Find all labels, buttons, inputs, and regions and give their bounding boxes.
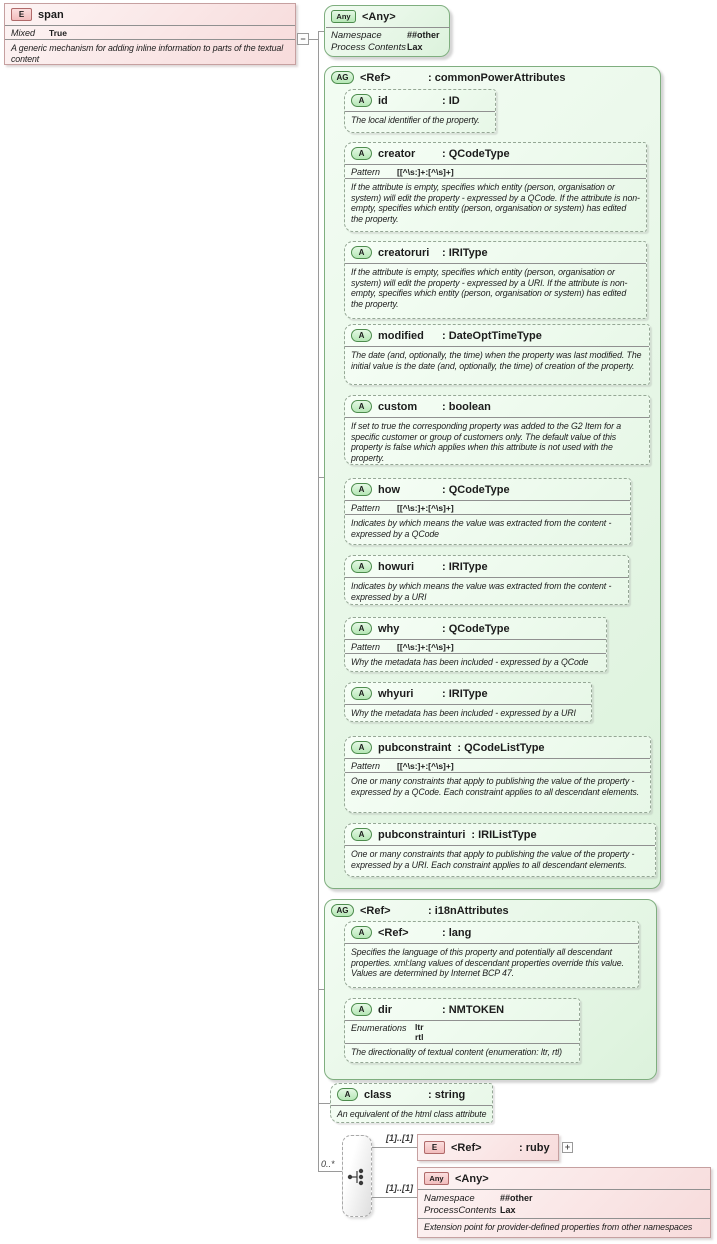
element-span-box[interactable] xyxy=(4,3,296,65)
attribute-badge: A xyxy=(351,622,372,635)
namespace-row xyxy=(325,29,449,41)
process-contents-value: Lax xyxy=(500,1205,516,1215)
attribute-type: : IRIType xyxy=(442,560,488,573)
pattern-row xyxy=(345,501,630,515)
attribute-type: : NMTOKEN xyxy=(442,1003,505,1016)
attribute-type: : QCodeListType xyxy=(457,741,545,754)
any-header xyxy=(418,1168,710,1190)
enumeration-value: ltr xyxy=(415,1022,424,1032)
attribute-group-badge: AG xyxy=(331,904,354,917)
any-title: <Any> xyxy=(455,1172,489,1185)
namespace-value: ##other xyxy=(407,30,440,40)
attribute-description: Indicates by which means the value was extracted from the content - expressed by a QCode xyxy=(351,518,612,539)
attribute-type: : QCodeType xyxy=(442,622,510,635)
attribute-description: Why the metadata has been included - expressed by a QCode xyxy=(351,657,589,667)
attribute-name: pubconstrainturi xyxy=(378,828,466,841)
attribute-type: : QCodeType xyxy=(442,483,510,496)
attribute-type: : IRIType xyxy=(442,246,488,259)
attribute-name: howuri xyxy=(378,560,415,573)
attribute-name: class xyxy=(364,1088,392,1101)
pattern-label: Pattern xyxy=(351,641,381,652)
any-title: <Any> xyxy=(362,10,396,23)
pattern-label: Pattern xyxy=(351,166,381,177)
attribute-id-box[interactable] xyxy=(344,89,496,133)
connector-line xyxy=(372,1197,417,1198)
namespace-value: ##other xyxy=(500,1193,533,1203)
group-ref: <Ref> xyxy=(360,904,391,917)
attribute-badge: A xyxy=(351,741,372,754)
attribute-type: : ID xyxy=(442,94,460,107)
attribute-description: The local identifier of the property. xyxy=(351,115,480,125)
pattern-row xyxy=(345,640,606,654)
attribute-badge: A xyxy=(351,94,372,107)
pattern-value: [[^\s:]+:[^\s]+] xyxy=(397,641,454,652)
attribute-badge: A xyxy=(351,483,372,496)
any-description: Extension point for provider-defined properties from other namespaces xyxy=(424,1222,693,1232)
attribute-badge: A xyxy=(351,400,372,413)
element-type: : ruby xyxy=(519,1141,550,1154)
attribute-name: why xyxy=(378,622,400,635)
mixed-row xyxy=(5,26,295,40)
attribute-pubconstraint-box[interactable] xyxy=(344,736,651,813)
attribute-name: pubconstraint xyxy=(378,741,452,754)
process-contents-row xyxy=(418,1204,710,1216)
attribute-type: : boolean xyxy=(442,400,491,413)
mixed-label: Mixed xyxy=(11,27,36,38)
cardinality-label: [1]..[1] xyxy=(386,1133,413,1143)
pattern-value: [[^\s:]+:[^\s]+] xyxy=(397,166,454,177)
attribute-dir-box[interactable] xyxy=(344,998,580,1063)
attribute-modified-box[interactable] xyxy=(344,324,650,385)
enumeration-value: rtl xyxy=(415,1031,424,1042)
attribute-name: whyuri xyxy=(378,687,414,700)
attribute-badge: A xyxy=(351,147,372,160)
attribute-name: modified xyxy=(378,329,424,342)
attribute-creatoruri-box[interactable] xyxy=(344,241,647,319)
attribute-name: id xyxy=(378,94,388,107)
attribute-type: : IRIType xyxy=(442,687,488,700)
attribute-description: Specifies the language of this property and potentially all descendant properties. xml:lang values of descendant properties override this value. Values are determined by Internet BCP 47. xyxy=(351,947,624,978)
group-header xyxy=(325,900,656,921)
attribute-badge: A xyxy=(351,329,372,342)
pattern-row xyxy=(345,165,646,179)
group-header xyxy=(325,67,660,88)
attribute-whyuri-box[interactable] xyxy=(344,682,592,722)
attribute-description: One or many constraints that apply to publishing the value of the property - expressed by a URI. Each constraint applies to all descendant elements. xyxy=(351,849,635,870)
attribute-type: : IRIListType xyxy=(471,828,537,841)
collapse-icon[interactable]: − xyxy=(297,33,309,45)
element-name: span xyxy=(38,8,64,21)
attribute-name: creatoruri xyxy=(378,246,430,259)
attribute-name: how xyxy=(378,483,400,496)
attribute-description: Indicates by which means the value was extracted from the content - expressed by a URI xyxy=(351,581,612,602)
attribute-description: An equivalent of the html class attribute xyxy=(337,1109,487,1119)
attribute-description: Why the metadata has been included - expressed by a URI xyxy=(351,708,576,718)
connector-line xyxy=(318,1171,343,1172)
attribute-name: dir xyxy=(378,1003,393,1016)
element-ruby-box[interactable] xyxy=(417,1134,559,1161)
any-badge: Any xyxy=(331,10,356,23)
enumerations-label: Enumerations xyxy=(351,1023,407,1033)
separator xyxy=(326,27,450,28)
choice-icon xyxy=(346,1166,368,1188)
group-type: : i18nAttributes xyxy=(428,904,509,917)
attribute-type: : QCodeType xyxy=(442,147,510,160)
attribute-badge: A xyxy=(351,687,372,700)
attribute-how-box[interactable] xyxy=(344,478,631,545)
attribute-description: If the attribute is empty, specifies which entity (person, organisation or system) will edit the property - expressed by a URI. If the attribute is non-empty, specifies which entity (person, organisation or system) has edited the property. xyxy=(351,267,628,309)
attribute-badge: A xyxy=(351,1003,372,1016)
mixed-value: True xyxy=(49,27,67,38)
any-extension-box[interactable] xyxy=(417,1167,711,1238)
process-contents-value: Lax xyxy=(407,42,423,52)
any-wildcard-box[interactable] xyxy=(324,5,450,57)
attribute-description: The date (and, optionally, the time) when the property was last modified. The initial value is the date (and, optionally, the time) of creation of the property. xyxy=(351,350,642,371)
pattern-label: Pattern xyxy=(351,760,381,771)
attribute-group-badge: AG xyxy=(331,71,354,84)
pattern-row xyxy=(345,759,650,773)
attribute-description: The directionality of textual content (enumeration: ltr, rtl) xyxy=(351,1047,562,1057)
namespace-label: Namespace xyxy=(424,1193,475,1204)
attribute-custom-box[interactable] xyxy=(344,395,650,465)
namespace-label: Namespace xyxy=(331,30,382,41)
attribute-badge: A xyxy=(351,926,372,939)
pattern-label: Pattern xyxy=(351,502,381,513)
attribute-why-box[interactable] xyxy=(344,617,607,672)
attribute-description: If set to true the corresponding property was added to the G2 Item for a specific customer or group of customers only. The default value of this property is false which applies when this attribute is not used with the property. xyxy=(351,421,622,463)
pattern-value: [[^\s:]+:[^\s]+] xyxy=(397,502,454,513)
attribute-description: One or many constraints that apply to publishing the value of the property - expressed by a QCode. Each constraint applies to all descendant elements. xyxy=(351,776,640,797)
element-description: A generic mechanism for adding inline information to parts of the textual content xyxy=(11,43,284,64)
attribute-creator-box[interactable] xyxy=(344,142,647,232)
attribute-badge: A xyxy=(351,828,372,841)
attribute-name: <Ref> xyxy=(378,926,409,939)
attribute-badge: A xyxy=(351,246,372,259)
attribute-name: custom xyxy=(378,400,418,413)
occurrence-label: 0..* xyxy=(321,1159,335,1169)
attribute-howuri-box[interactable] xyxy=(344,555,629,605)
attribute-badge: A xyxy=(337,1088,358,1101)
element-ref: <Ref> xyxy=(451,1141,482,1154)
pattern-value: [[^\s:]+:[^\s]+] xyxy=(397,760,454,771)
element-span-header xyxy=(5,4,295,26)
group-type: : commonPowerAttributes xyxy=(428,71,566,84)
attribute-type: : DateOptTimeType xyxy=(442,329,542,342)
attribute-description: If the attribute is empty, specifies which entity (person, organisation or system) will edit the property - expressed by a QCode. If the attribute is non-empty, specifies which entity (person, organisation or system) has edited the property. xyxy=(351,182,640,224)
attribute-badge: A xyxy=(351,560,372,573)
attribute-lang-box[interactable] xyxy=(344,921,639,988)
element-badge: E xyxy=(424,1141,445,1154)
group-ref: <Ref> xyxy=(360,71,391,84)
process-contents-row xyxy=(325,41,449,53)
attribute-name: creator xyxy=(378,147,416,160)
attribute-type: : string xyxy=(428,1088,466,1101)
process-contents-label: Process Contents xyxy=(331,42,406,53)
cardinality-label: [1]..[1] xyxy=(386,1183,413,1193)
choice-compositor[interactable] xyxy=(342,1135,372,1217)
connector-line xyxy=(372,1147,417,1148)
expand-icon[interactable]: + xyxy=(562,1142,573,1153)
enumerations-row xyxy=(345,1021,579,1044)
any-badge: Any xyxy=(424,1172,449,1185)
any-header xyxy=(325,6,449,27)
process-contents-label: ProcessContents xyxy=(424,1205,497,1216)
attribute-pubconstrainturi-box[interactable] xyxy=(344,823,656,877)
namespace-row xyxy=(418,1192,710,1204)
element-badge: E xyxy=(11,8,32,21)
attribute-class-box[interactable] xyxy=(330,1083,493,1123)
connector-trunk xyxy=(318,31,319,1172)
attribute-type: : lang xyxy=(442,926,472,939)
